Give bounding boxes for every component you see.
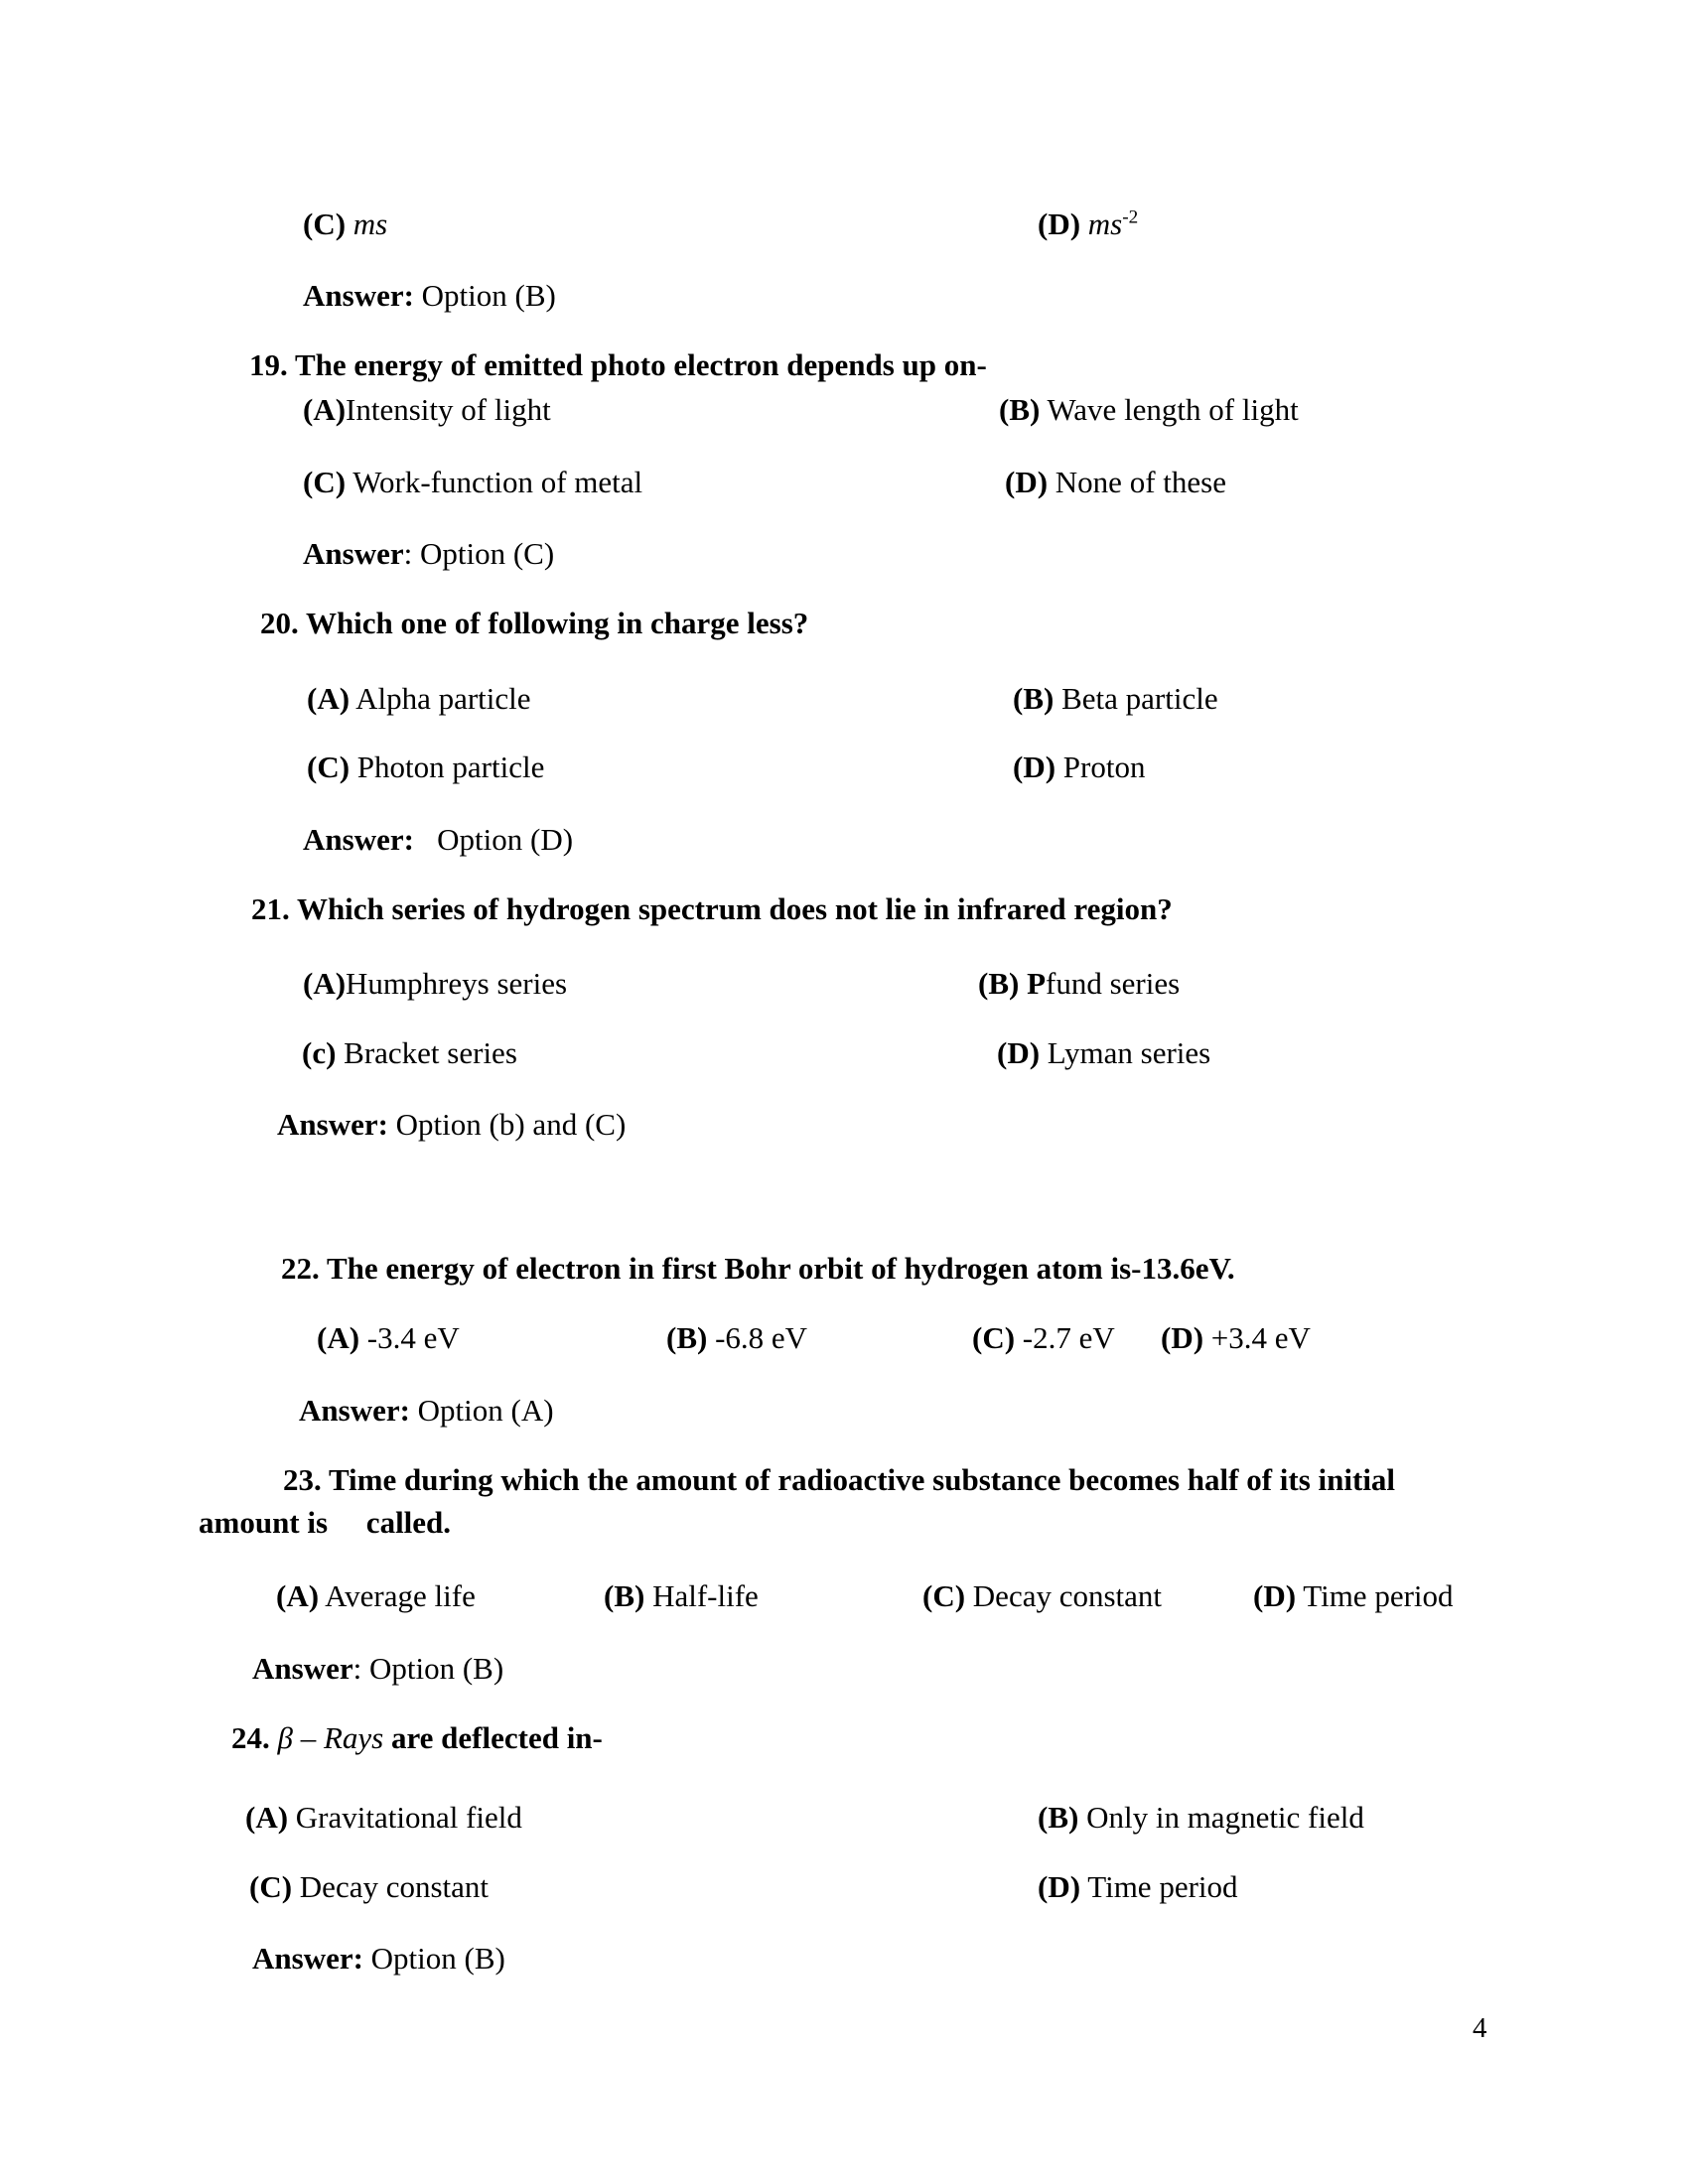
option-text: Alpha particle — [350, 681, 531, 716]
option-text: Average life — [319, 1578, 476, 1613]
option-text: Half-life — [644, 1578, 759, 1613]
q22-option-c — [972, 1319, 1115, 1357]
option-label: (A) — [276, 1578, 320, 1613]
option-text: Only in magnetic field — [1078, 1800, 1364, 1835]
beta-rays-math: β – Rays — [277, 1720, 384, 1755]
q22-option-d — [1161, 1319, 1311, 1357]
option-label: (C) — [922, 1578, 966, 1613]
answer-text: Option (B) — [413, 278, 556, 313]
q20-title: 20. Which one of following in charge less? — [260, 606, 809, 640]
q23-title-line1: 23. Time during which the amount of radioactive substance becomes half of its initial — [283, 1462, 1396, 1497]
q18-answer — [303, 277, 556, 315]
option-label: (B) — [604, 1578, 645, 1613]
answer-label: Answer: — [299, 1393, 410, 1428]
option-label: (C) — [303, 206, 353, 241]
option-label: (B) — [999, 392, 1041, 427]
q21-option-c — [302, 1034, 517, 1072]
q18-option-d — [1038, 205, 1138, 243]
option-label: (C) — [303, 465, 347, 499]
q23-title-line2: amount is called. — [199, 1505, 452, 1540]
option-label: (A) — [317, 1320, 360, 1355]
option-text: +3.4 eV — [1203, 1320, 1311, 1355]
q23-option-b — [604, 1577, 759, 1615]
option-text: Lyman series — [1040, 1035, 1211, 1070]
option-label: (c) — [302, 1035, 337, 1070]
option-text: Time period — [1296, 1578, 1454, 1613]
question-number: 24. — [231, 1720, 278, 1755]
q24-option-a — [245, 1799, 522, 1837]
q19-option-c — [303, 464, 642, 501]
q21-title: 21. Which series of hydrogen spectrum does not lie in infrared region? — [251, 891, 1173, 926]
option-label: (D) — [997, 1035, 1041, 1070]
option-text: Photon particle — [350, 750, 545, 784]
answer-label: Answer: — [252, 1941, 363, 1976]
q19-title: 19. The energy of emitted photo electron depends up on- — [249, 347, 987, 382]
q21-option-b — [978, 965, 1180, 1003]
q24-answer — [252, 1940, 505, 1978]
option-text: None of these — [1048, 465, 1226, 499]
answer-text: : Option (B) — [352, 1651, 504, 1686]
q19-answer — [303, 535, 554, 573]
option-label: (C) — [307, 750, 351, 784]
option-label: (D) — [1253, 1578, 1297, 1613]
option-text: -3.4 eV — [359, 1320, 460, 1355]
option-label: (C) — [972, 1320, 1016, 1355]
option-label: (A) — [245, 1800, 289, 1835]
option-text: Decay constant — [292, 1869, 490, 1904]
q23-option-a — [276, 1577, 476, 1615]
q20-option-b — [1013, 680, 1218, 718]
q19-option-b — [999, 391, 1299, 429]
option-text: -6.8 eV — [707, 1320, 808, 1355]
option-label: (D) — [1005, 465, 1049, 499]
answer-text: Option (D) — [413, 822, 574, 857]
answer-label: Answer: — [277, 1107, 388, 1142]
q19-option-a — [303, 391, 551, 429]
q20-option-a — [307, 680, 531, 718]
q23-answer — [252, 1650, 503, 1688]
option-text: Beta particle — [1054, 681, 1218, 716]
q21-option-d — [997, 1034, 1210, 1072]
option-label: (B) — [666, 1320, 708, 1355]
q20-option-c — [307, 749, 544, 786]
option-label: (A) — [307, 681, 351, 716]
option-label: (B) — [978, 966, 1028, 1001]
answer-label: Answer: — [303, 278, 414, 313]
answer-text: Option (b) and (C) — [387, 1107, 627, 1142]
answer-label: Answer — [252, 1651, 353, 1686]
option-label: (D) — [1038, 206, 1088, 241]
option-text: Bracket series — [336, 1035, 517, 1070]
option-label: (D) — [1161, 1320, 1204, 1355]
q24-option-b — [1038, 1799, 1364, 1837]
q24-title — [231, 1719, 603, 1757]
q21-answer — [277, 1106, 626, 1144]
answer-label: Answer: — [303, 822, 414, 857]
answer-label: Answer — [303, 536, 404, 571]
option-text: Work-function of metal — [346, 465, 643, 499]
option-text: ms — [352, 206, 388, 241]
option-text: Gravitational field — [288, 1800, 522, 1835]
answer-text: : Option (C) — [403, 536, 555, 571]
option-bold-prefix: P — [1027, 966, 1047, 1001]
q23-option-c — [922, 1577, 1162, 1615]
q22-option-a — [317, 1319, 460, 1357]
answer-text: Option (B) — [362, 1941, 505, 1976]
option-text: fund series — [1046, 966, 1181, 1001]
option-superscript: -2 — [1122, 206, 1139, 228]
option-label: (D) — [1038, 1869, 1081, 1904]
q21-option-a — [303, 965, 567, 1003]
option-text: -2.7 eV — [1015, 1320, 1115, 1355]
q20-answer — [303, 821, 573, 859]
q20-option-d — [1013, 749, 1145, 786]
q24-option-d — [1038, 1868, 1238, 1906]
q23-option-d — [1253, 1577, 1454, 1615]
option-label: (B) — [1013, 681, 1055, 716]
q22-answer — [299, 1392, 554, 1430]
q24-option-c — [249, 1868, 489, 1906]
option-text: Wave length of light — [1040, 392, 1299, 427]
option-text: ms — [1087, 206, 1123, 241]
q18-option-c — [303, 205, 387, 243]
q19-option-d — [1005, 464, 1226, 501]
q22-title: 22. The energy of electron in first Bohr orbit of hydrogen atom is-13.6eV. — [281, 1251, 1235, 1286]
option-text: Proton — [1055, 750, 1146, 784]
question-text: are deflected in- — [383, 1720, 603, 1755]
option-text: Humphreys series — [346, 966, 568, 1001]
option-text: Time period — [1080, 1869, 1238, 1904]
option-label: (B) — [1038, 1800, 1079, 1835]
option-text: Decay constant — [965, 1578, 1163, 1613]
page-number: 4 — [1473, 2012, 1487, 2044]
option-label: (C) — [249, 1869, 293, 1904]
option-label: (D) — [1013, 750, 1056, 784]
q22-option-b — [666, 1319, 807, 1357]
option-label: (A) — [303, 966, 347, 1001]
answer-text: Option (A) — [409, 1393, 554, 1428]
option-label: (A) — [303, 392, 347, 427]
option-text: Intensity of light — [346, 392, 551, 427]
